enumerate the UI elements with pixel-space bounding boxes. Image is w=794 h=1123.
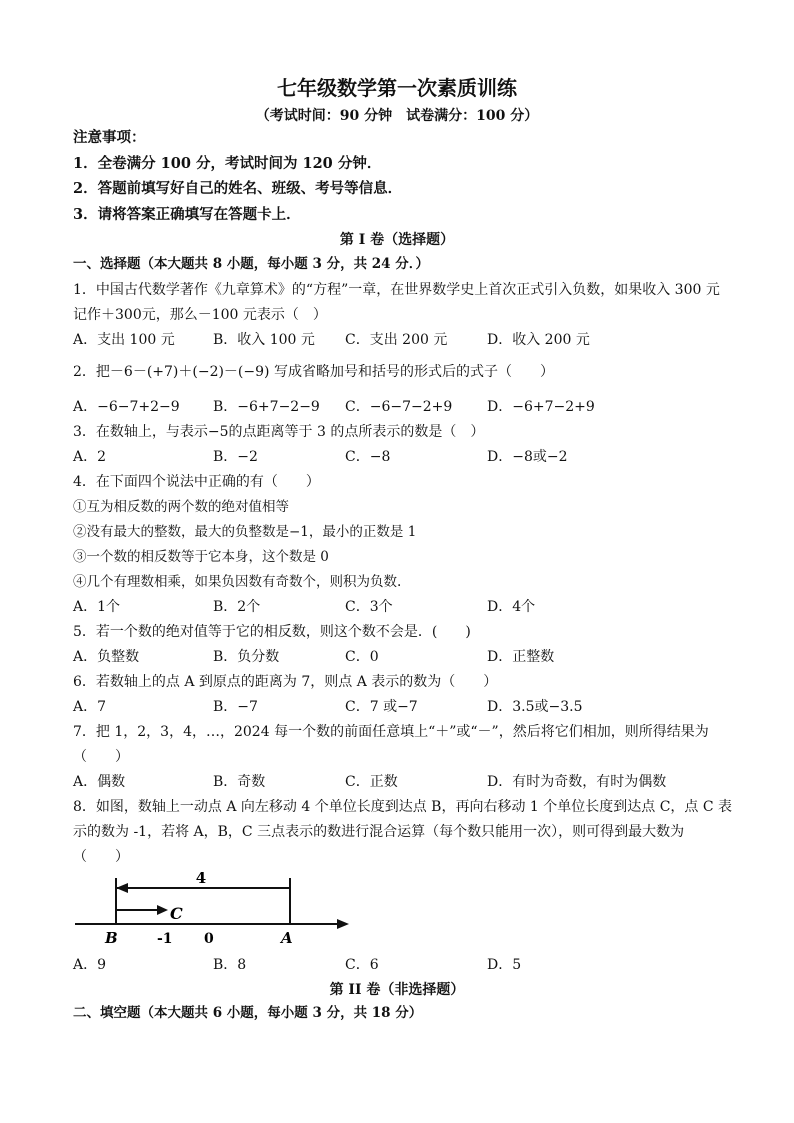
option-a[interactable]: A．7 (73, 699, 107, 715)
left-arrowhead-icon (116, 883, 128, 893)
point-a-label: A (281, 929, 293, 947)
option-b[interactable]: B．收入 100 元 (213, 332, 315, 348)
distance-label: 4 (195, 869, 207, 887)
point-b-label: B (105, 929, 118, 947)
notice-item: 1．全卷满分 100 分，考试时间为 120 分钟． (73, 155, 382, 172)
question-options (73, 647, 753, 667)
option-b[interactable]: B．2个 (213, 599, 261, 615)
question-options (73, 697, 753, 717)
question-options (73, 397, 753, 417)
tick-label-zero: 0 (204, 931, 214, 947)
section-title: 一、选择题（本大题共 8 小题，每小题 3 分，共 24 分．） (73, 256, 430, 272)
part2-title: 第 II 卷（非选择题） (329, 982, 465, 998)
notice-item: 2．答题前填写好自己的姓名、班级、考号等信息． (73, 180, 403, 197)
page-subtitle: （考试时间：90 分钟 试卷满分：100 分） (255, 108, 539, 124)
statement-item: ④几个有理数相乘，如果负因数有奇数个，则积为负数. (73, 574, 402, 590)
option-a[interactable]: A．2 (73, 449, 107, 465)
question-stem: 4．在下面四个说法中正确的有（ ） (73, 474, 320, 490)
option-c[interactable]: C．正数 (345, 774, 398, 790)
option-d[interactable]: D．−8或−2 (487, 449, 568, 465)
point-c-label: C (170, 904, 183, 923)
question-options (73, 597, 753, 617)
question-stem: 8．如图，数轴上一动点 A 向左移动 4 个单位长度到达点 B，再向右移动 1 个单位长度到达点 C，点 C 表 (73, 799, 733, 815)
statement-item: ①互为相反数的两个数的绝对值相等 (73, 499, 289, 515)
option-a[interactable]: A．支出 100 元 (73, 332, 175, 348)
option-b[interactable]: B．−7 (213, 699, 258, 715)
option-c[interactable]: C．3个 (345, 599, 393, 615)
question-stem: （ ） (73, 749, 129, 765)
question-options (73, 955, 753, 975)
question-stem: 示的数为 -1，若将 A，B，C 三点表示的数进行混合运算（每个数只能用一次），则可得到最大数为 (73, 824, 685, 840)
notice-heading: 注意事项： (73, 129, 146, 146)
question-stem: 记作＋300元，那么－100 元表示（ ） (73, 307, 327, 323)
question-options (73, 330, 753, 350)
statement-item: ③一个数的相反数等于它本身，这个数是 0 (73, 549, 329, 565)
option-d[interactable]: D．4个 (487, 599, 536, 615)
option-c[interactable]: C．7 或−7 (345, 699, 418, 715)
number-line-figure (73, 868, 363, 948)
option-c[interactable]: C．0 (345, 649, 379, 665)
option-b[interactable]: B．负分数 (213, 649, 280, 665)
section-title: 二、填空题（本大题共 6 小题，每小题 3 分，共 18 分） (73, 1005, 423, 1021)
option-b[interactable]: B．−6+7−2−9 (213, 399, 320, 415)
question-stem: 7．把 1，2，3，4，…，2024 每一个数的前面任意填上“＋”或“－”，然后将它们相加，则所得结果为 (73, 724, 709, 740)
option-c[interactable]: C．−6−7−2+9 (345, 399, 453, 415)
part1-title: 第 I 卷（选择题） (339, 232, 455, 248)
axis-arrow-icon (337, 919, 349, 929)
question-stem: 1．中国古代数学著作《九章算术》的“方程”一章，在世界数学史上首次正式引入负数，如果收入 300 元 (73, 282, 720, 298)
tick-label-neg1: -1 (157, 931, 173, 947)
option-a[interactable]: A．−6−7+2−9 (73, 399, 180, 415)
question-stem: 6．若数轴上的点 A 到原点的距离为 7，则点 A 表示的数为（ ） (73, 674, 498, 690)
option-a[interactable]: A．偶数 (73, 774, 126, 790)
option-d[interactable]: D．收入 200 元 (487, 332, 590, 348)
notice-item: 3．请将答案正确填写在答题卡上． (73, 206, 301, 223)
question-stem: （ ） (73, 849, 129, 865)
option-d[interactable]: D．5 (487, 957, 522, 973)
option-b[interactable]: B．奇数 (213, 774, 266, 790)
option-c[interactable]: C．6 (345, 957, 379, 973)
option-d[interactable]: D．有时为奇数，有时为偶数 (487, 774, 667, 790)
question-stem: 2．把－6－(+7)＋(−2)－(−9) 写成省略加号和括号的形式后的式子（ ） (73, 364, 554, 380)
option-b[interactable]: B．−2 (213, 449, 258, 465)
question-options (73, 772, 753, 792)
option-d[interactable]: D．正整数 (487, 649, 555, 665)
question-stem: 3．在数轴上，与表示−5的点距离等于 3 的点所表示的数是（ ） (73, 424, 485, 440)
option-b[interactable]: B．8 (213, 957, 247, 973)
statement-item: ②没有最大的整数，最大的负整数是−1，最小的正数是 1 (73, 524, 417, 540)
option-a[interactable]: A．负整数 (73, 649, 140, 665)
question-options (73, 447, 753, 467)
option-d[interactable]: D．3.5或−3.5 (487, 699, 583, 715)
right-arrowhead-icon (157, 905, 168, 915)
option-c[interactable]: C．支出 200 元 (345, 332, 448, 348)
page-title: 七年级数学第一次素质训练 (277, 76, 517, 100)
option-d[interactable]: D．−6+7−2+9 (487, 399, 595, 415)
option-a[interactable]: A．1个 (73, 599, 121, 615)
question-stem: 5．若一个数的绝对值等于它的相反数，则这个数不会是．( ) (73, 624, 471, 640)
option-c[interactable]: C．−8 (345, 449, 391, 465)
option-a[interactable]: A．9 (73, 957, 107, 973)
